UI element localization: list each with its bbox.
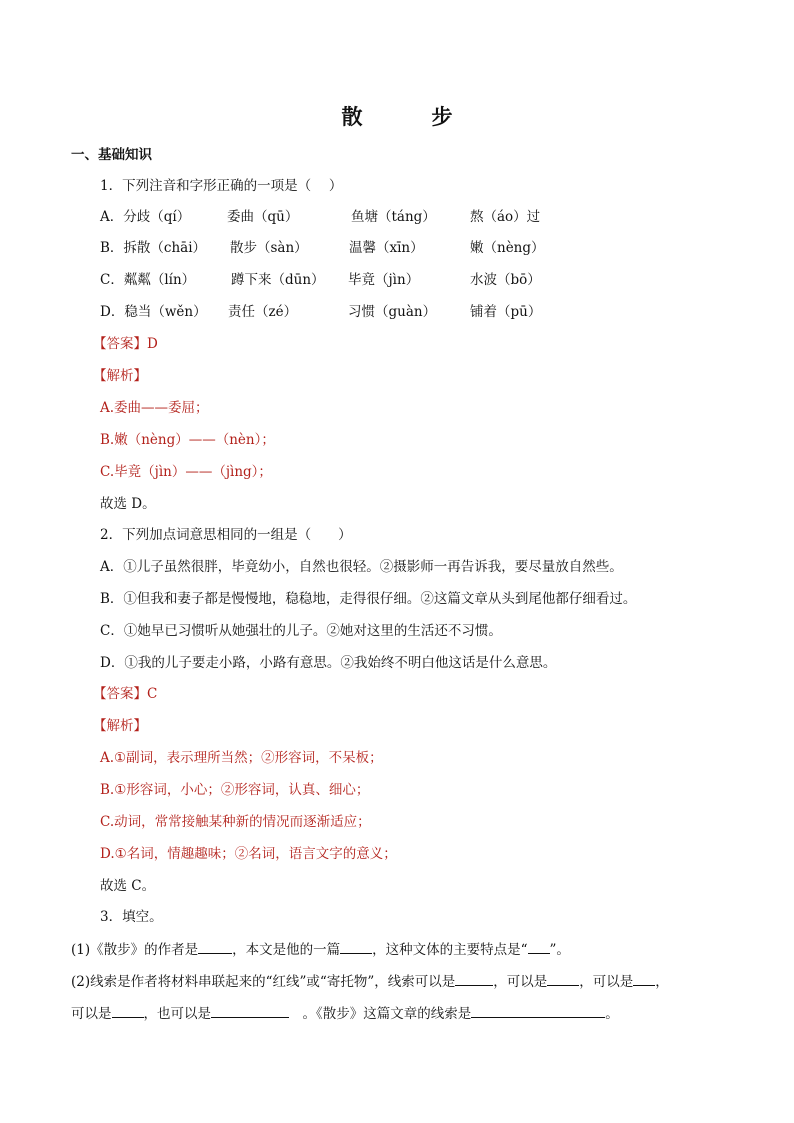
blank-field[interactable]	[455, 971, 493, 986]
question-2-option-d: D．①我的儿子要走小路，小路有意思。②我始终不明白他这话是什么意思。	[100, 655, 557, 671]
text-run: ，可以是	[579, 974, 634, 990]
question-2-option-a: A．①儿子虽然很胖，毕竟幼小，自然也很轻。②摄影师一再告诉我，要尽量放自然些。	[100, 559, 623, 575]
answer-label: 【答案】	[93, 336, 147, 352]
blank-field[interactable]	[547, 971, 579, 986]
analysis-line: C.毕竟（jìn）——（jìng）；	[100, 464, 272, 480]
fill-blank-paragraph-1	[71, 939, 570, 960]
blank-field[interactable]	[211, 1003, 289, 1018]
section-heading: 一、基础知识	[71, 147, 152, 163]
conclusion: 故选 C。	[100, 878, 156, 894]
blank-field[interactable]	[633, 971, 655, 986]
analysis-line: B.嫩（nèng）——（nèn）；	[100, 432, 275, 448]
option-cell: 水波（bō）	[470, 272, 541, 288]
option-cell: 鱼塘（táng）	[351, 209, 436, 225]
answer-value: C	[147, 686, 158, 702]
blank-field[interactable]	[528, 939, 550, 954]
option-cell: 习惯（guàn）	[348, 304, 437, 320]
option-cell: 嫩（nèng）	[470, 240, 545, 256]
analysis-line: C.动词，常常接触某种新的情况而逐渐适应；	[100, 814, 371, 830]
answer-label: 【答案】	[93, 686, 147, 702]
analysis-line: B.①形容词，小心；②形容词，认真、细心；	[100, 782, 370, 798]
text-run: 。	[605, 1006, 619, 1022]
text-run: ”。	[549, 942, 570, 958]
option-cell: 散步（sàn）	[230, 240, 308, 256]
blank-field[interactable]	[340, 939, 372, 954]
option-cell: A．分歧（qí）	[100, 209, 191, 225]
option-cell: 毕竟（jìn）	[348, 272, 420, 288]
text-run: ，可以是	[493, 974, 548, 990]
text-run: (1)《散步》的作者是	[71, 942, 199, 958]
question-2-option-b: B．①但我和妻子都是慢慢地，稳稳地，走得很仔细。②这篇文章从头到尾他都仔细看过。	[100, 591, 637, 607]
text-run: ，这种文体的主要特点是“	[372, 942, 528, 958]
option-cell: 温馨（xīn）	[349, 240, 424, 256]
question-2-option-c: C．①她早已习惯听从她强壮的儿子。②她对这里的生活还不习惯。	[100, 623, 502, 639]
option-cell: 责任（zé）	[228, 304, 298, 320]
analysis-label: 【解析】	[93, 368, 147, 384]
text-run: ，本文是他的一篇	[232, 942, 341, 958]
answer-line	[93, 334, 158, 354]
option-cell: C．粼粼（lín）	[100, 272, 196, 288]
option-cell: 熬（áo）过	[470, 209, 541, 225]
text-run: 可以是	[71, 1006, 112, 1022]
option-cell: D．稳当（wěn）	[100, 304, 207, 320]
question-3-stem: 3．填空。	[100, 909, 163, 925]
text-run: ，	[655, 974, 669, 990]
option-cell: 铺着（pū）	[470, 304, 542, 320]
option-cell: 委曲（qū）	[227, 209, 299, 225]
text-run: 。《散步》这篇文章的线索是	[289, 1006, 472, 1022]
analysis-line: A.委曲——委屈；	[100, 400, 209, 416]
analysis-line: D.①名词，情趣趣味；②名词，语言文字的意义；	[100, 846, 397, 862]
fill-blank-paragraph-2-continued	[71, 1003, 619, 1024]
blank-field[interactable]	[112, 1003, 144, 1018]
text-run: (2)线索是作者将材料串联起来的“红线”或“寄托物”，线索可以是	[71, 974, 456, 990]
question-1-stem: 1．下列注音和字形正确的一项是（ ）	[100, 178, 343, 194]
text-run: ，也可以是	[143, 1006, 211, 1022]
answer-value: D	[147, 336, 158, 352]
blank-field[interactable]	[471, 1003, 605, 1018]
analysis-line: A.①副词，表示理所当然；②形容词，不呆板；	[100, 750, 383, 766]
option-cell: 蹲下来（dūn）	[231, 272, 325, 288]
answer-line	[93, 684, 157, 704]
question-2-stem: 2．下列加点词意思相同的一组是（ ）	[100, 527, 352, 543]
fill-blank-paragraph-2	[71, 971, 669, 992]
option-cell: B．拆散（chāi）	[100, 240, 207, 256]
conclusion: 故选 D。	[100, 496, 156, 512]
page-title: 散 步	[341, 105, 477, 129]
analysis-label: 【解析】	[93, 718, 147, 734]
blank-field[interactable]	[198, 939, 232, 954]
